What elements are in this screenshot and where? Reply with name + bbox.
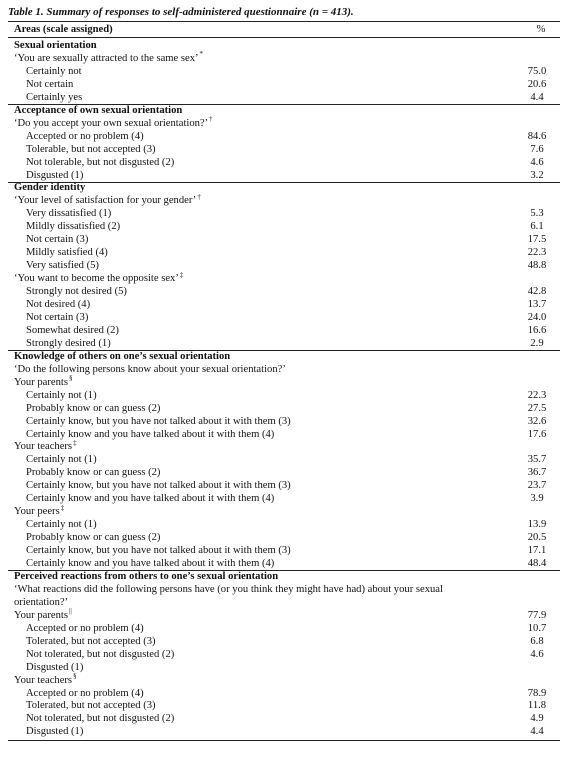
response-option-row [0, 429, 569, 441]
option-label: Certainly not (1) [26, 389, 97, 401]
respondent-group-label: Your parents§ [14, 374, 73, 388]
response-option-row [0, 66, 569, 78]
percent-value: 84.6 [527, 130, 547, 142]
footnote-marker: * [199, 50, 204, 59]
response-option-row [0, 325, 569, 337]
percent-value: 4.6 [530, 156, 544, 168]
response-option-row [0, 312, 569, 324]
response-option-row [0, 144, 569, 156]
response-option-row [0, 558, 569, 570]
percent-value: 17.1 [527, 545, 547, 556]
option-label: Accepted or no problem (4) [26, 687, 144, 699]
option-label: Accepted or no problem (4) [26, 130, 144, 142]
percent-value: 4.4 [530, 726, 544, 738]
section-heading: Acceptance of own sexual orientation [14, 104, 183, 116]
option-label: Tolerated, but not accepted (3) [26, 700, 156, 712]
option-label: Not tolerated, but not disgusted (2) [26, 713, 175, 725]
option-label: Accepted or no problem (4) [26, 622, 144, 634]
question-row [0, 192, 569, 207]
option-label: Certainly know and you have talked about it with them (4) [26, 558, 275, 569]
section-heading-row [0, 40, 569, 52]
header-rule [8, 37, 560, 38]
percent-value: 4.6 [530, 648, 544, 660]
response-option-row [0, 170, 569, 182]
response-option-row [0, 157, 569, 169]
section-heading: Knowledge of others on one’s sexual orientation [14, 350, 231, 362]
question-row [0, 597, 569, 609]
top-rule [8, 21, 560, 22]
percent-value: 36.7 [527, 467, 547, 479]
option-label: Not desired (4) [26, 299, 91, 310]
response-option-row [0, 79, 569, 91]
response-option-row [0, 467, 569, 479]
response-option-row [0, 260, 569, 272]
percent-value: 23.7 [527, 480, 547, 492]
response-option-row [0, 92, 569, 104]
option-label: Disgusted (1) [26, 726, 84, 738]
response-option-row [0, 662, 569, 674]
percent-value: 27.5 [527, 402, 547, 414]
percent-value: 4.4 [530, 91, 544, 103]
section-heading-row [0, 105, 569, 117]
percent-value: 32.6 [527, 415, 547, 427]
response-option-row [0, 532, 569, 544]
column-header-row [0, 24, 569, 36]
percent-value: 3.9 [530, 493, 544, 505]
response-option-row [0, 713, 569, 725]
percent-value: 6.8 [530, 635, 544, 647]
footnote-marker: ‡ [179, 270, 184, 279]
percent-value: 48.8 [527, 260, 547, 272]
option-label: Strongly not desired (5) [26, 286, 127, 297]
percent-value: 16.6 [527, 324, 547, 336]
response-option-row [0, 416, 569, 428]
response-option-row [0, 623, 569, 635]
footnote-marker: † [197, 192, 201, 201]
question-text: ‘Your level of satisfaction for your gender’† [14, 192, 201, 207]
section-heading-row [0, 351, 569, 363]
response-option-row [0, 234, 569, 246]
question-text: ‘What reactions did the following persons have (or you think they might have had) about your sexual [14, 583, 443, 595]
response-option-row [0, 700, 569, 712]
footnote-marker: ‡ [60, 503, 65, 512]
option-label: Certainly not (1) [26, 454, 97, 466]
percent-value: 17.5 [527, 234, 547, 246]
footnote-marker: † [209, 115, 213, 124]
response-option-row [0, 390, 569, 402]
option-label: Certainly know and you have talked about it with them (4) [26, 428, 275, 440]
option-label: Certainly not (1) [26, 519, 97, 531]
option-label: Not tolerable, but not disgusted (2) [26, 156, 175, 168]
option-label: Not certain (3) [26, 234, 89, 246]
response-option-row [0, 221, 569, 233]
question-row [0, 270, 569, 285]
footnote-marker: § [73, 671, 77, 680]
percent-value: 17.6 [527, 428, 547, 440]
option-label: Strongly desired (1) [26, 337, 111, 349]
response-option-row [0, 636, 569, 648]
percent-value: 75.0 [527, 65, 547, 77]
percent-value: 6.1 [530, 221, 544, 233]
question-text: ‘You are sexually attracted to the same sex’* [14, 50, 204, 64]
question-row [0, 115, 569, 130]
percent-value: 7.6 [530, 143, 544, 155]
percent-value: 22.3 [527, 389, 547, 401]
question-row [0, 50, 569, 65]
question-text: orientation?’ [14, 596, 69, 608]
option-label: Disgusted (1) [26, 169, 84, 181]
percent-value: 77.9 [527, 609, 547, 621]
option-label: Certainly not [26, 65, 82, 77]
option-label: Certainly know, but you have not talked about it with them (3) [26, 415, 291, 427]
column-header-areas: Areas (scale assigned) [14, 24, 113, 35]
percent-value: 5.3 [530, 208, 544, 220]
percent-value: 48.4 [527, 558, 547, 569]
option-label: Not certain (3) [26, 311, 89, 323]
respondent-group-label: Your peers‡ [14, 503, 65, 518]
footnote-marker: || [68, 607, 72, 616]
respondent-group-row [0, 503, 569, 518]
response-option-row [0, 545, 569, 557]
bottom-rule [8, 740, 560, 741]
response-option-row [0, 247, 569, 259]
percent-value: 10.7 [527, 622, 547, 634]
footnote-marker: § [68, 374, 73, 383]
response-option-row [0, 649, 569, 661]
percent-value: 42.8 [527, 286, 547, 297]
percent-value: 20.5 [527, 532, 547, 544]
option-label: Tolerable, but not accepted (3) [26, 143, 156, 155]
response-option-row [0, 688, 569, 700]
percent-value: 78.9 [527, 687, 547, 699]
respondent-group-row [0, 607, 569, 622]
response-option-row [0, 338, 569, 350]
option-label: Tolerated, but not accepted (3) [26, 635, 156, 647]
percent-value: 24.0 [527, 311, 547, 323]
option-label: Not certain [26, 78, 74, 90]
option-label: Certainly know, but you have not talked about it with them (3) [26, 480, 291, 492]
percent-value: 20.6 [527, 78, 547, 90]
percent-value: 13.9 [527, 519, 547, 531]
response-option-row [0, 493, 569, 505]
column-header-percent: % [536, 24, 546, 35]
response-option-row [0, 208, 569, 220]
respondent-group-label: Your teachers‡ [14, 438, 77, 453]
table-caption: Table 1. Summary of responses to self-administered questionnaire (n = 413). [8, 6, 354, 18]
section-heading: Perceived reactions from others to one’s sexual orientation [14, 570, 279, 582]
percent-value: 22.3 [527, 247, 547, 259]
response-option-row [0, 454, 569, 466]
question-text: ‘You want to become the opposite sex’‡ [14, 270, 184, 285]
option-label: Very dissatisfied (1) [26, 208, 112, 220]
section-heading-row [0, 571, 569, 583]
option-label: Probably know or can guess (2) [26, 402, 161, 414]
option-label: Very satisfied (5) [26, 260, 99, 272]
response-option-row [0, 299, 569, 311]
percent-value: 3.2 [530, 169, 544, 181]
percent-value: 13.7 [527, 299, 547, 310]
response-option-row [0, 480, 569, 492]
percent-value: 35.7 [527, 454, 547, 466]
footnote-marker: ‡ [73, 438, 77, 447]
response-option-row [0, 131, 569, 143]
section-heading: Gender identity [14, 182, 86, 194]
option-label: Disgusted (1) [26, 661, 84, 673]
respondent-group-row [0, 374, 569, 389]
question-row [0, 584, 569, 596]
response-option-row [0, 403, 569, 415]
option-label: Probably know or can guess (2) [26, 467, 161, 479]
option-label: Certainly know, but you have not talked about it with them (3) [26, 545, 291, 556]
option-label: Probably know or can guess (2) [26, 532, 161, 544]
percent-value: 4.9 [530, 713, 544, 725]
percent-value: 11.8 [527, 700, 547, 712]
percent-value: 2.9 [530, 337, 544, 349]
response-option-row [0, 726, 569, 738]
question-row [0, 364, 569, 376]
option-label: Mildly satisfied (4) [26, 247, 108, 259]
respondent-group-label: Your parents|| [14, 607, 72, 621]
respondent-group-row [0, 438, 569, 453]
option-label: Not tolerated, but not disgusted (2) [26, 648, 175, 660]
response-option-row [0, 286, 569, 298]
option-label: Somewhat desired (2) [26, 324, 119, 336]
question-text: ‘Do you accept your own sexual orientation?’† [14, 115, 213, 129]
respondent-group-row [0, 671, 569, 687]
option-label: Certainly yes [26, 91, 83, 103]
option-label: Certainly know and you have talked about it with them (4) [26, 493, 275, 505]
question-text: ‘Do the following persons know about your sexual orientation?’ [14, 363, 286, 375]
response-option-row [0, 519, 569, 531]
section-heading-row [0, 182, 569, 194]
option-label: Mildly dissatisfied (2) [26, 221, 121, 233]
section-heading: Sexual orientation [14, 40, 97, 51]
respondent-group-label: Your teachers§ [14, 671, 77, 686]
